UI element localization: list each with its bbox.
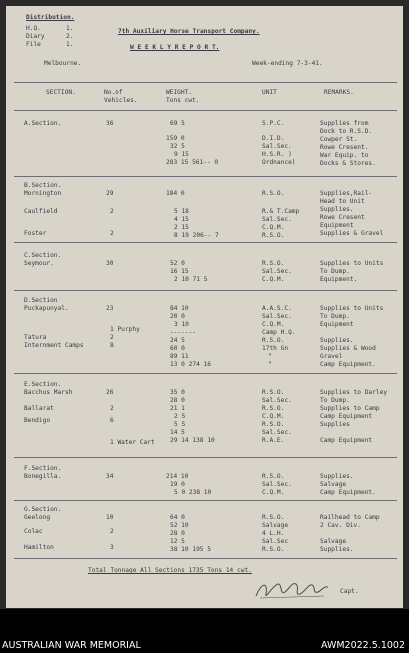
section-d-unit: " [268, 361, 272, 368]
section-c-vehicles: 30 [106, 260, 114, 267]
rule-bottom [14, 558, 397, 559]
section-g-unit: 4 L.H. [262, 530, 285, 537]
section-e-remark: Camp Equipment [320, 413, 373, 420]
section-b-unit: C.Q.M. [262, 224, 285, 231]
section-d-unit: 17th Gn [262, 345, 289, 352]
section-b-unit: R.S.O. [262, 190, 285, 197]
section-g-location: Geelong [24, 514, 51, 521]
section-d-unit: A.A.S.C. [262, 305, 292, 312]
section-a-remark: Supplies from [320, 120, 369, 127]
section-a-remark: Docks & Stores. [320, 160, 376, 167]
col-weight-line2: Tons cwt. [166, 97, 200, 104]
section-b-weight: 184 0 [166, 190, 185, 197]
section-g-weight: 28 0 [170, 530, 185, 537]
rule-section [14, 373, 397, 374]
section-b-remark: Supplies,Rail- [320, 190, 373, 197]
section-d-remark: Gravel [320, 353, 343, 360]
section-d-weight: 24 5 [170, 337, 185, 344]
section-e-remark: Supplies [320, 421, 350, 428]
section-e-unit: R.A.E. [262, 437, 285, 444]
section-a-name: A.Section. [24, 120, 62, 127]
section-b-remark: Equipment [320, 222, 354, 229]
section-g-weight-total: 38 10 195 5 [170, 546, 211, 553]
rule-section [14, 242, 397, 243]
section-d-weight: 3 10 [174, 321, 189, 328]
location: Melbourne. [44, 60, 82, 67]
section-e-unit: R.S.O. [262, 405, 285, 412]
section-d-remark: Camp Equipment. [320, 361, 376, 368]
section-b-remark: Head to Unit [320, 198, 365, 205]
section-e-location: Bendigo [24, 417, 51, 424]
section-e-remark: Camp Equipment [320, 437, 373, 444]
section-g-weight: 12 5 [170, 538, 185, 545]
section-b-vehicles: 29 [106, 190, 114, 197]
section-c-remark: Supplies to Units [320, 260, 384, 267]
report-title: W E E K L Y R E P O R T. [130, 44, 220, 51]
section-e-unit: C.Q.M. [262, 413, 285, 420]
section-d-extra-vehicle: 1 Purphy [110, 326, 140, 333]
section-d-vehicles: 23 [106, 305, 114, 312]
section-g-location: Colac [24, 528, 43, 535]
section-e-weight: 2 5 [174, 413, 186, 420]
section-d-weight-rule: ------- [170, 329, 197, 336]
total-tonnage: Total Tonnage All Sections 1735 Tons 14 cwt. [88, 567, 252, 574]
section-e-vehicles: 26 [106, 389, 114, 396]
section-a-remark: Dock to R.S.D. [320, 128, 373, 135]
section-a-unit: Ordnance) [262, 159, 296, 166]
distribution-file: File [26, 41, 41, 48]
section-a-weight-total: 283 15 561-- 0 [166, 159, 219, 166]
section-c-unit: R.S.O. [262, 260, 285, 267]
section-d-remark: Supplies. [320, 337, 354, 344]
rule-section [14, 457, 397, 458]
section-g-location: Hamilton [24, 544, 54, 551]
section-e-remark: Supplies to Camp [320, 405, 380, 412]
section-d-unit: Camp H.Q. [262, 329, 296, 336]
section-d-location: Puckapunyal. [24, 305, 69, 312]
section-a-unit: Sal.Sec. [262, 143, 292, 150]
section-f-unit: R.S.O. [262, 473, 285, 480]
signature-scribble [252, 578, 332, 604]
section-f-remark: Camp Equipment. [320, 489, 376, 496]
section-b-remark: Supplies & Gravel [320, 230, 384, 237]
section-e-unit: R.S.O. [262, 421, 285, 428]
section-d-unit: " [268, 353, 272, 360]
section-a-remark: Cowper St. [320, 136, 358, 143]
col-unit: UNIT [262, 89, 277, 96]
section-b-weight-total: 8 19 206-- 7 [174, 232, 219, 239]
section-g-unit: Sal.Sec [262, 538, 289, 545]
section-d-remark: To Dump. [320, 313, 350, 320]
section-c-remark: Equipment. [320, 276, 358, 283]
section-d-vehicles: 8 [110, 342, 114, 349]
section-c-weight: 16 15 [170, 268, 189, 275]
section-e-weight: 35 0 [170, 389, 185, 396]
section-g-remark: Railhead to Camp [320, 514, 380, 521]
company-title: 7th Auxiliary Horse Transport Company. [118, 28, 260, 35]
distribution-diary: Diary [26, 33, 45, 40]
section-a-unit: S.P.C. [262, 120, 285, 127]
section-c-unit: C.Q.M. [262, 276, 285, 283]
section-e-weight: 28 0 [170, 397, 185, 404]
section-a-remark: Rowe Cresent. [320, 144, 369, 151]
section-e-unit: Sal.Sec. [262, 429, 292, 436]
section-b-unit: R.& T.Camp [262, 208, 300, 215]
section-f-name: F.Section. [24, 465, 62, 472]
section-g-name: G.Section. [24, 506, 62, 513]
section-a-unit: D.I.D. [262, 135, 285, 142]
section-e-vehicles: 2 [110, 405, 114, 412]
section-c-remark: To Dump. [320, 268, 350, 275]
section-f-remark: Supplies. [320, 473, 354, 480]
col-remarks: REMARKS. [324, 89, 354, 96]
section-c-location: Seymour. [24, 260, 54, 267]
section-b-remark: Supplies. [320, 206, 354, 213]
section-f-weight: 214 10 [166, 473, 189, 480]
section-e-name: E.Section. [24, 381, 62, 388]
week-ending: Week-ending 7-3-41. [252, 60, 323, 67]
section-d-vehicles: 2 [110, 334, 114, 341]
section-e-unit: R.S.O. [262, 389, 285, 396]
section-d-weight-total: 13 0 274 16 [170, 361, 211, 368]
rule-header [14, 110, 397, 111]
section-g-unit: R.S.O. [262, 546, 285, 553]
archive-reference: AWM2022.5.1002 [320, 640, 405, 651]
section-b-weight: 5 18 [174, 208, 189, 215]
section-d-unit: Sal.Sec. [262, 313, 292, 320]
section-d-remark: Equipment [320, 321, 354, 328]
rule-section [14, 500, 397, 501]
distribution-label: Distribution. [26, 14, 75, 21]
section-f-vehicles: 34 [106, 473, 114, 480]
distribution-hq: H.Q. [26, 25, 41, 32]
section-b-name: B.Section. [24, 182, 62, 189]
section-f-weight-total: 5 0 238 10 [174, 489, 212, 496]
section-d-name: D.Section [24, 297, 58, 304]
section-e-location: Ballarat [24, 405, 54, 412]
section-g-vehicles: 2 [110, 528, 114, 535]
section-g-remark: 2 Cav. Div. [320, 522, 361, 529]
section-b-weight: 4 15 [174, 216, 189, 223]
rule-section [14, 290, 397, 291]
section-d-location: Tatura [24, 334, 47, 341]
section-a-vehicles: 36 [106, 120, 114, 127]
section-e-vehicles: 6 [110, 417, 114, 424]
archive-name: AUSTRALIAN WAR MEMORIAL [2, 640, 141, 651]
col-vehicles-line2: Vehicles. [104, 97, 138, 104]
section-d-weight: 20 0 [170, 313, 185, 320]
section-e-unit: Sal.Sec. [262, 397, 292, 404]
section-a-weight: 69 5 [170, 120, 185, 127]
distribution-hq-count: 1. [66, 25, 74, 32]
section-e-weight-total: 29 14 138 10 [170, 437, 215, 444]
signoff-rank: Capt. [340, 588, 359, 595]
section-g-unit: R.S.O. [262, 514, 285, 521]
section-a-weight: 159 0 [166, 135, 185, 142]
section-g-unit: Salvage [262, 522, 289, 529]
section-e-weight: 14 5 [170, 429, 185, 436]
section-d-unit: R.S.O. [262, 337, 285, 344]
section-b-location: Foster [24, 230, 47, 237]
section-c-unit: Sal.Sec. [262, 268, 292, 275]
section-c-name: C.Section. [24, 252, 62, 259]
col-vehicles-line1: No.of [104, 89, 123, 96]
section-d-remark: Supplies to Units [320, 305, 384, 312]
section-a-weight: 9 15 [174, 151, 189, 158]
section-d-remark: Supplies & Wood [320, 345, 376, 352]
distribution-file-count: 1. [66, 41, 74, 48]
section-d-unit: C.Q.M. [262, 321, 285, 328]
section-g-vehicles: 3 [110, 544, 114, 551]
section-b-vehicles: 2 [110, 208, 114, 215]
section-b-weight: 2 15 [174, 224, 189, 231]
section-b-remark: Rowe Cresent [320, 214, 365, 221]
section-a-remark: War Equip. to [320, 152, 369, 159]
section-g-remark: Supplies. [320, 546, 354, 553]
section-e-location: Bacchus Marsh [24, 389, 73, 396]
section-f-unit: C.Q.M. [262, 489, 285, 496]
section-f-weight: 19 0 [170, 481, 185, 488]
section-c-weight-total: 2 10 71 5 [174, 276, 208, 283]
section-a-unit: H.S.R. ) [262, 151, 292, 158]
section-f-unit: Sal.Sec. [262, 481, 292, 488]
section-b-location: Mornington [24, 190, 62, 197]
distribution-diary-count: 2. [66, 33, 74, 40]
section-g-remark: Salvage [320, 538, 347, 545]
archive-footer [0, 609, 409, 653]
section-e-remark: Supplies to Darley [320, 389, 388, 396]
section-b-location: Caulfield [24, 208, 58, 215]
col-weight-line1: WEIGHT. [166, 89, 193, 96]
section-d-weight: 60 0 [170, 345, 185, 352]
rule-section [14, 176, 397, 177]
section-g-vehicles: 10 [106, 514, 114, 521]
section-a-weight: 32 5 [170, 143, 185, 150]
report-page [6, 6, 403, 608]
section-g-weight: 52 10 [170, 522, 189, 529]
section-e-weight: 21 1 [170, 405, 185, 412]
col-section: SECTION. [46, 89, 76, 96]
section-f-remark: Salvage [320, 481, 347, 488]
section-b-unit: Sal.Sec. [262, 216, 292, 223]
section-e-extra-vehicle: 1 Water Cart [110, 439, 155, 446]
section-e-remark: To Dump. [320, 397, 350, 404]
section-f-location: Bonegilla. [24, 473, 62, 480]
rule-top [14, 82, 397, 83]
section-d-weight: 84 10 [170, 305, 189, 312]
section-c-weight: 52 0 [170, 260, 185, 267]
section-b-vehicles: 2 [110, 230, 114, 237]
section-g-weight: 64 0 [170, 514, 185, 521]
section-d-location: Internment Camps [24, 342, 84, 349]
section-b-unit: R.S.O. [262, 232, 285, 239]
section-d-weight: 89 11 [170, 353, 189, 360]
section-e-weight: 5 5 [174, 421, 186, 428]
